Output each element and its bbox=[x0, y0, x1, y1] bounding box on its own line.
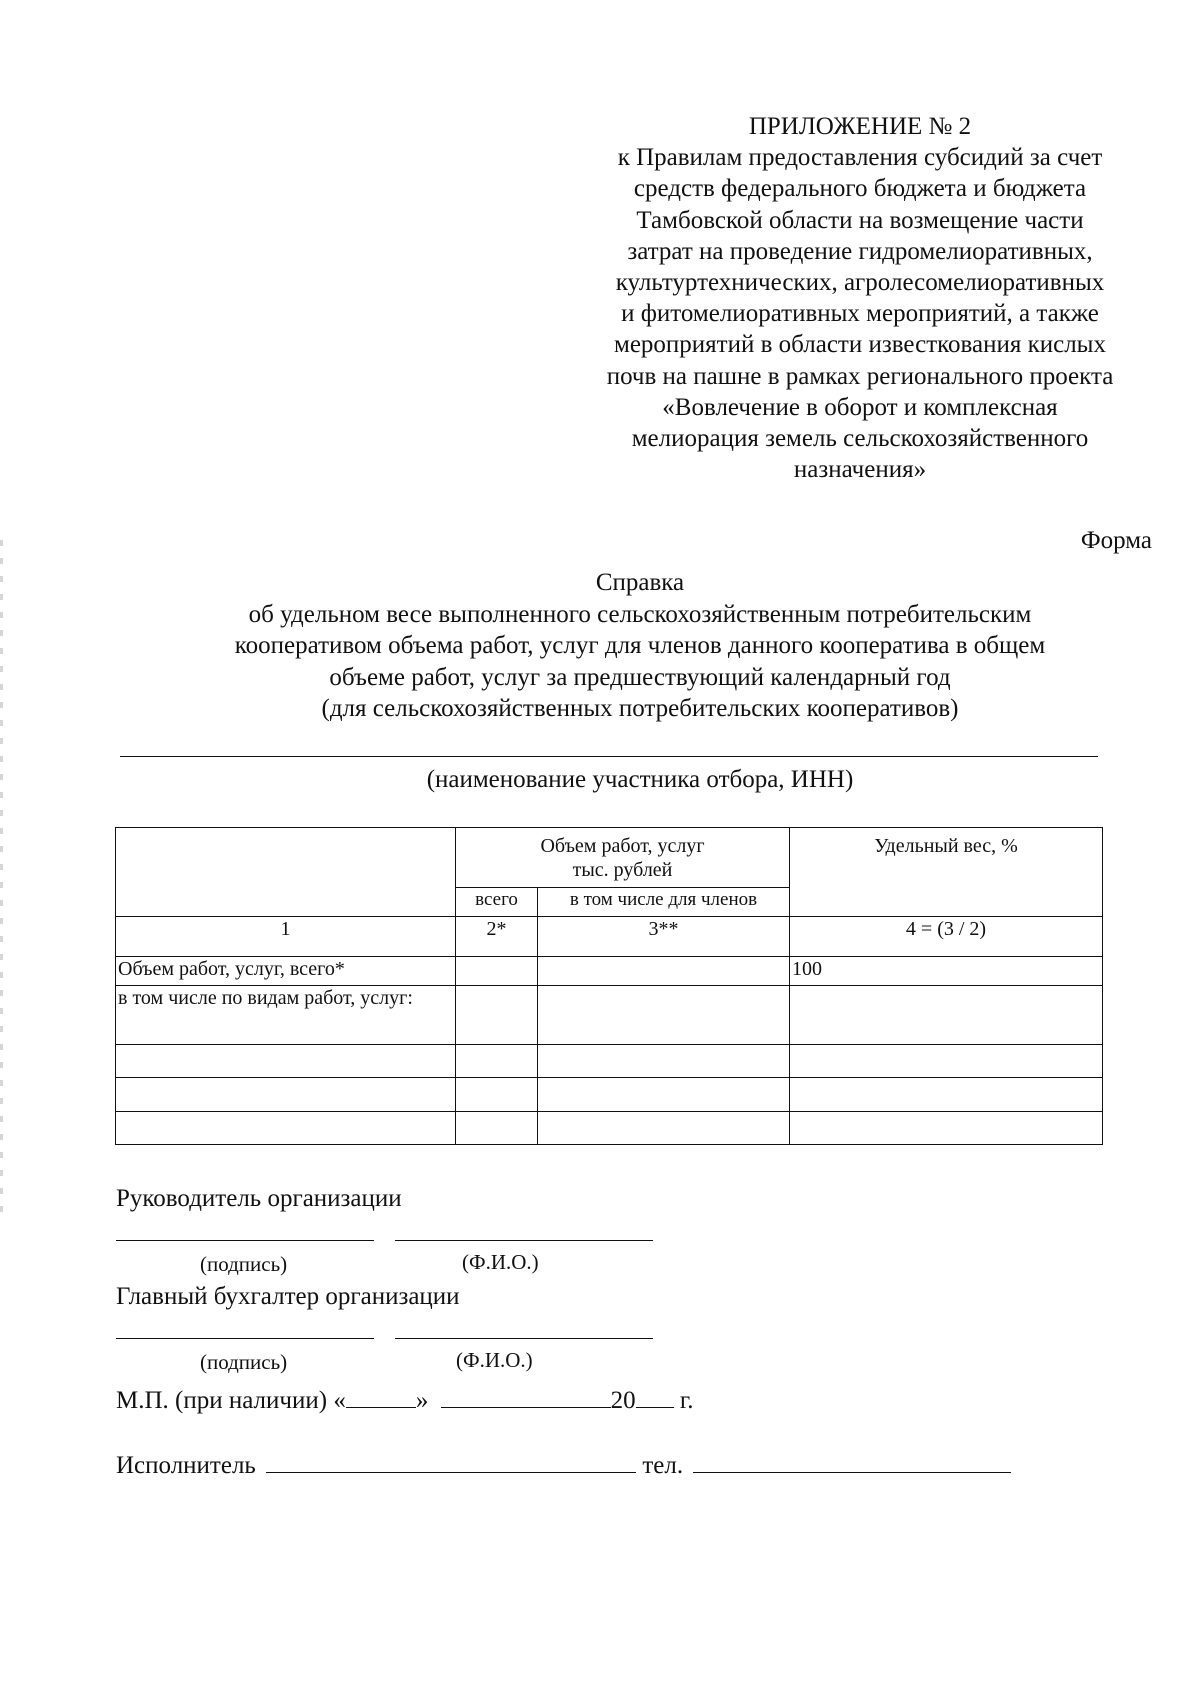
col-number-3: 3** bbox=[538, 917, 790, 957]
appendix-line: мелиорация земель сельскохозяйственного bbox=[631, 425, 1089, 453]
phone-label: тел. bbox=[642, 1452, 684, 1479]
certificate-line: (для сельскохозяйственных потребительских кооперативов) bbox=[321, 695, 959, 722]
head-name-caption: (Ф.И.О.) bbox=[462, 1250, 539, 1274]
row-share-cell[interactable]: 100 bbox=[790, 957, 1103, 986]
appendix-line: затрат на проведение гидромелиоративных, bbox=[627, 237, 1093, 265]
row-share-cell[interactable] bbox=[790, 1112, 1103, 1145]
appendix-line: назначения» bbox=[793, 456, 927, 484]
head-signature-line[interactable] bbox=[116, 1240, 374, 1241]
executor-label: Исполнитель bbox=[116, 1452, 256, 1479]
row-total-cell[interactable] bbox=[456, 1045, 538, 1078]
year-field[interactable] bbox=[636, 1381, 674, 1408]
executor-field[interactable] bbox=[266, 1446, 636, 1473]
accountant-label: Главный бухгалтер организации bbox=[116, 1283, 460, 1310]
year-suffix: г. bbox=[679, 1387, 694, 1414]
accountant-name-line[interactable] bbox=[395, 1338, 653, 1339]
form-label: Форма bbox=[1080, 527, 1152, 554]
appendix-title: ПРИЛОЖЕНИЕ № 2 bbox=[748, 113, 972, 140]
certificate-line: об удельном весе выполненного сельскохозяйственным потребительским bbox=[248, 600, 1032, 628]
accountant-sign-caption: (подпись) bbox=[200, 1350, 288, 1374]
row-total-cell[interactable] bbox=[456, 1078, 538, 1112]
row-total-cell[interactable] bbox=[456, 1112, 538, 1145]
appendix-block bbox=[560, 111, 1160, 485]
row-members-cell[interactable] bbox=[538, 1112, 790, 1145]
phone-field[interactable] bbox=[693, 1446, 1011, 1473]
certificate-line: кооперативом объема работ, услуг для членов данного кооператива в общем bbox=[234, 632, 1046, 659]
header-volume-cell bbox=[456, 828, 790, 888]
table-row bbox=[116, 1112, 1103, 1145]
row-label: в том числе по видам работ, услуг: bbox=[116, 986, 456, 1045]
scan-edge-marks bbox=[0, 540, 3, 1220]
table-header-row bbox=[116, 828, 1103, 888]
head-sign-caption: (подпись) bbox=[200, 1252, 288, 1276]
row-members-cell[interactable] bbox=[538, 1045, 790, 1078]
accountant-name-caption: (Ф.И.О.) bbox=[456, 1348, 533, 1372]
col-number-1: 1 bbox=[116, 917, 456, 957]
row-share-cell[interactable] bbox=[790, 1045, 1103, 1078]
participant-caption: (наименование участника отбора, ИНН) bbox=[426, 766, 854, 793]
table-row bbox=[116, 1045, 1103, 1078]
table-row bbox=[116, 986, 1103, 1045]
appendix-line: и фитомелиоративных мероприятий, а также bbox=[621, 300, 1099, 328]
appendix-line: к Правилам предоставления субсидий за счет bbox=[617, 144, 1103, 172]
appendix-line: «Вовлечение в оборот и комплексная bbox=[662, 393, 1058, 421]
appendix-line: мероприятий в области известкования кислых bbox=[614, 331, 1106, 359]
table-row bbox=[116, 1078, 1103, 1112]
head-name-line[interactable] bbox=[395, 1240, 653, 1241]
header-share: Удельный вес, % bbox=[790, 828, 1103, 917]
stamp-label: М.П. (при наличии) « bbox=[116, 1387, 346, 1414]
appendix-line: Тамбовской области на возмещение части bbox=[636, 206, 1084, 234]
row-members-cell[interactable] bbox=[538, 957, 790, 986]
month-field[interactable] bbox=[441, 1381, 611, 1408]
row-share-cell[interactable] bbox=[790, 986, 1103, 1045]
head-label: Руководитель организации bbox=[116, 1185, 402, 1212]
row-share-cell[interactable] bbox=[790, 1078, 1103, 1112]
certificate-line: объеме работ, услуг за предшествующий календарный год bbox=[329, 663, 951, 691]
header-unit: тыс. рублей bbox=[572, 859, 673, 881]
certificate-title: Справка bbox=[595, 569, 685, 596]
certificate-block bbox=[120, 567, 1160, 725]
share-table bbox=[115, 827, 1103, 1145]
executor-line bbox=[116, 1446, 1011, 1480]
col-number-2: 2* bbox=[456, 917, 538, 957]
row-label[interactable] bbox=[116, 1045, 456, 1078]
row-label[interactable] bbox=[116, 1078, 456, 1112]
header-members: в том числе для членов bbox=[538, 888, 790, 917]
header-volume: Объем работ, услуг bbox=[540, 835, 705, 857]
participant-name-field[interactable] bbox=[120, 756, 1098, 757]
appendix-line: средств федерального бюджета и бюджета bbox=[633, 175, 1087, 203]
appendix-line: культуртехнических, агролесомелиоративных bbox=[615, 269, 1105, 297]
row-members-cell[interactable] bbox=[538, 986, 790, 1045]
header-name-cell bbox=[116, 828, 456, 917]
quote-close: » bbox=[415, 1387, 429, 1414]
table-row bbox=[116, 957, 1103, 986]
header-total: всего bbox=[456, 888, 538, 917]
table-col-number-row bbox=[116, 917, 1103, 957]
year-prefix: 20 bbox=[610, 1387, 636, 1414]
row-total-cell[interactable] bbox=[456, 986, 538, 1045]
appendix-line: почв на пашне в рамках регионального проекта bbox=[606, 362, 1114, 390]
day-field[interactable] bbox=[346, 1381, 416, 1408]
row-members-cell[interactable] bbox=[538, 1078, 790, 1112]
col-number-4: 4 = (3 / 2) bbox=[790, 917, 1103, 957]
stamp-date-line bbox=[116, 1381, 694, 1415]
row-label: Объем работ, услуг, всего* bbox=[116, 957, 456, 986]
row-total-cell[interactable] bbox=[456, 957, 538, 986]
accountant-signature-line[interactable] bbox=[116, 1338, 374, 1339]
row-label[interactable] bbox=[116, 1112, 456, 1145]
